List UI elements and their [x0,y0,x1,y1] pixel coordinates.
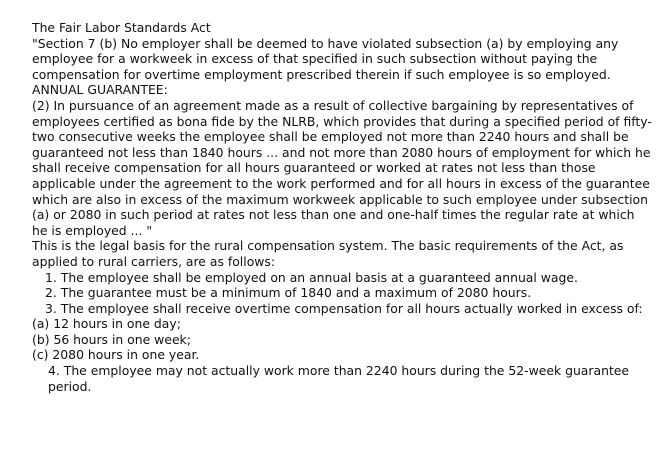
section-quote: "Section 7 (b) No employer shall be deemed to have violated subsection (a) by employing any employee for a workweek in excess of that specified in such subsection without paying the compensation for overtime employment prescribed therein if such employee is so employed. [32,35,619,82]
document-body [32,20,652,394]
list-item-2: 2. The guarantee must be a minimum of 1840 and a maximum of 2080 hours. [45,285,532,301]
guarantee-paragraph: (2) In pursuance of an agreement made as a result of collective bargaining by representatives of employees certified as bona fide by the NLRB, which provides that during a specified period of fifty-two consecutive weeks the employee shall be employed not more than 2240 hours and shall be guaranteed not less than 1840 hours ... and not more than 2080 hours of employment for which he shall receive compensation for all hours guaranteed or worked at rates not less than those applicable under the agreement to the work performed and for all hours in excess of the guarantee which are also in excess of the maximum workweek applicable to such employee under subsection (a) or 2080 in such period at rates not less than one and one-half times the regular rate at which he is employed ... " [32,97,652,238]
subitem-a: (a) 12 hours in one day; [32,316,181,332]
document-title: The Fair Labor Standards Act [32,20,211,35]
subitem-b: (b) 56 hours in one week; [32,331,191,347]
list-item-1: 1. The employee shall be employed on an annual basis at a guaranteed annual wage. [45,269,578,285]
list-item-3: 3. The employee shall receive overtime compensation for all hours actually worked in excess of: [45,300,643,316]
section-heading: ANNUAL GUARANTEE: [32,82,168,98]
subitem-c: (c) 2080 hours in one year. [32,347,200,363]
list-item-4: 4. The employee may not actually work more than 2240 hours during the 52-week guarantee period. [48,363,630,394]
basis-paragraph: This is the legal basis for the rural compensation system. The basic requirements of the Act, as applied to rural carriers, are as follows: [32,238,624,269]
